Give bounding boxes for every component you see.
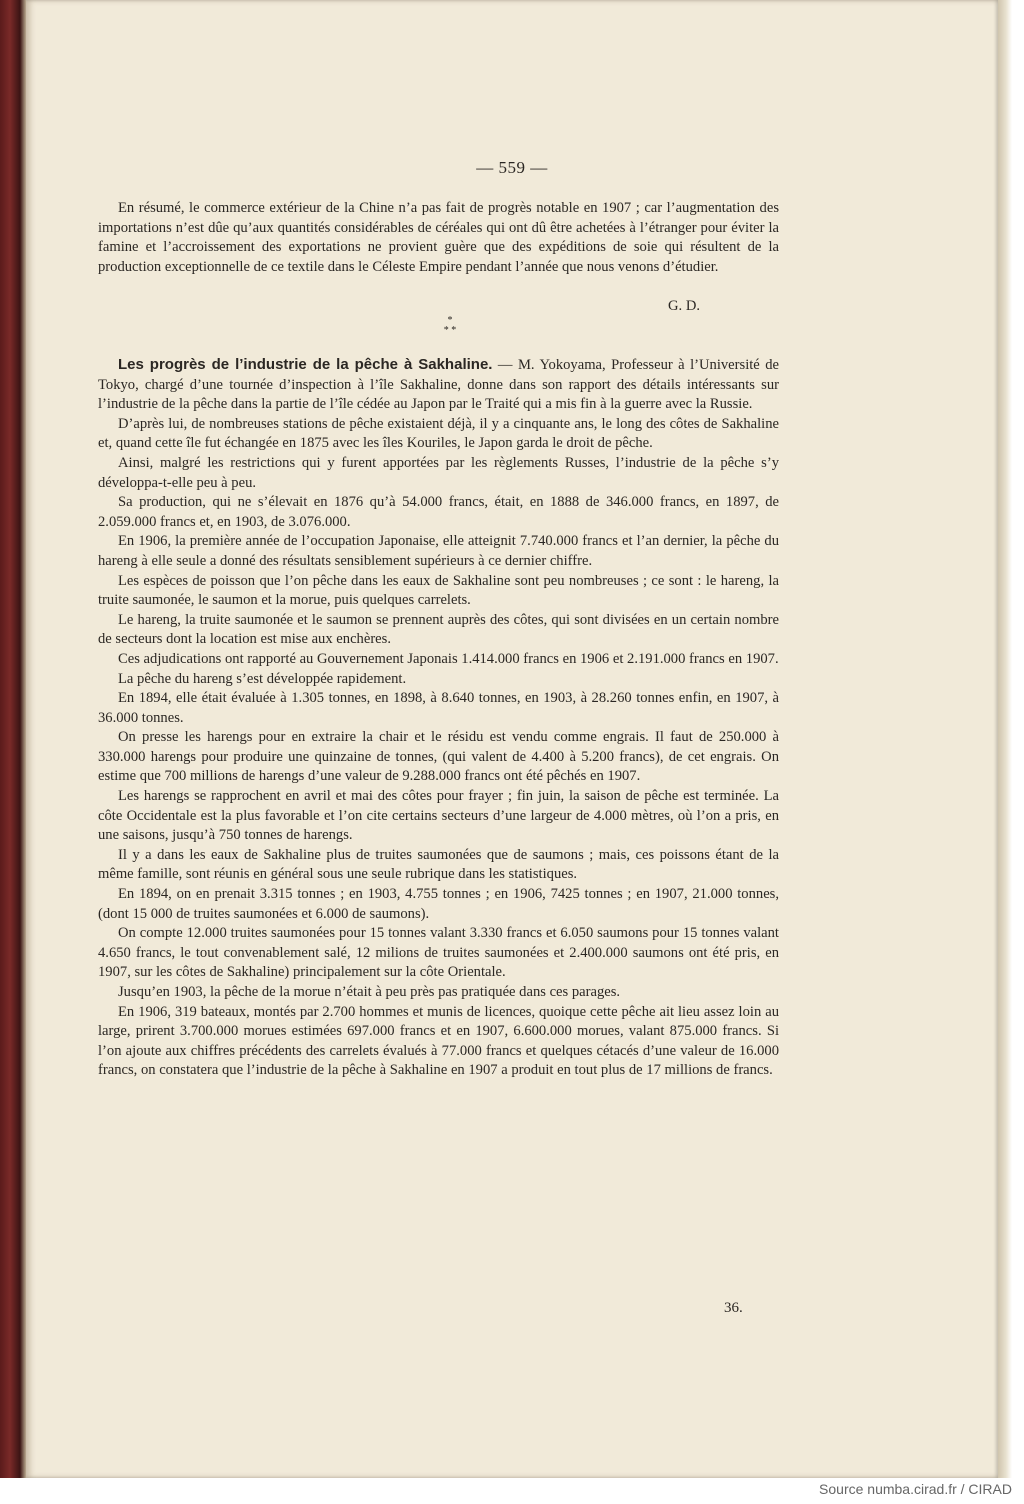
paragraph: Il y a dans les eaux de Sakhaline plus de truites saumonées que de saumons ; mais, ces poissons étant de la même famille, sont réunis en général sous une seule rubrique dans les statistiques. (98, 846, 779, 883)
paragraph: En 1894, elle était évaluée à 1.305 tonnes, en 1898, à 8.640 tonnes, en 1903, à 28.260 tonnes enfin, en 1907, à 36.000 tonnes. (98, 690, 779, 726)
paragraph: En 1894, on en prenait 3.315 tonnes ; en 1903, 4.755 tonnes ; en 1906, 7425 tonnes ; en 1907, 21.000 tonnes, (dont 15 000 de truites saumonées et 6.000 de saumons). (98, 886, 779, 922)
paragraph: En résumé, le commerce extérieur de la Chine n’a pas fait de progrès notable en 1907 ; car l’augmentation des importations n’est dûe qu’aux quantités considérables de céréales qui ont dû être achetées à l’étranger pour éviter la famine et l’accroissement des exportations ne provient guère que des expéditions de soie qui résultent de la production exceptionnelle de ce textile dans le Céleste Empire pendant l’année que nous venons d’étudier. (98, 200, 779, 275)
section-separator (430, 316, 470, 340)
page-edge (998, 0, 1024, 1478)
paragraph: On compte 12.000 truites saumonées pour 15 tonnes valant 3.330 francs et 6.050 saumons pour 15 tonnes valant 4.650 francs, le tout convenablement salé, 12 milions de truites saumonées et 2.400.000 saumons ont été pris, en 1907, sur les côtes de Sakhaline) principalement sur la côte Orientale. (98, 925, 779, 981)
source-credit: Source numba.cirad.fr / CIRAD (819, 1481, 1012, 1497)
paragraph: En 1906, la première année de l’occupation Japonaise, elle atteignit 7.740.000 francs et l’an dernier, la pêche du hareng à elle seule a donné des résultats sensiblement supérieurs à ce dernier chiffre. (98, 533, 779, 569)
paragraph: On presse les harengs pour en extraire la chair et le résidu est vendu comme engrais. Il faut de 250.000 à 330.000 harengs pour produire une quinzaine de tonnes, (qui valent de 4.400 à 5.200 francs), de cet engrais. On estime que 700 millions de harengs d’une valeur de 9.288.000 francs ont été pêchés en 1907. (98, 729, 779, 785)
paragraph: La pêche du hareng s’est développée rapidement. (118, 670, 407, 687)
article-lead (98, 355, 779, 415)
paragraph: Ainsi, malgré les restrictions qui y furent apportées par les règlements Russes, l’industrie de la pêche s’y développa-t-elle peu à peu. (98, 454, 779, 491)
paragraph: Les espèces de poisson que l’on pêche dans les eaux de Sakhaline sont peu nombreuses ; ce sont : le hareng, la truite saumonée, le saumon et la morue, puis quelques carrelets. (98, 572, 779, 609)
article-heading: Les progrès de l’industrie de la pêche à Sakhaline. (118, 356, 493, 373)
paragraph: Sa production, qui ne s’élevait en 1876 qu’à 54.000 francs, était, en 1888 de 346.000 francs, en 1897, de 2.059.000 francs et, en 1903, de 3.076.000. (98, 494, 779, 530)
author-signature: G. D. (668, 298, 701, 314)
paragraph: Jusqu’en 1903, la pêche de la morue n’était à peu près pas pratiquée dans ces parages. (118, 984, 621, 1000)
article-intro: — M. Yokoyama, Professeur à l’Université de Tokyo, chargé d’une tournée d’inspection à l’île Sakhaline, donne dans son rapport des détails intéressants sur l’industrie de la pêche dans la partie de l’île cédée au Japon par le Traité qui a mis fin à la guerre avec la Russie. (98, 357, 779, 413)
article-sakhaline (98, 355, 779, 1081)
page-number: — 559 — (476, 158, 548, 177)
separator-star: * (447, 315, 453, 326)
paragraph: Le hareng, la truite saumonée et le saumon se prennent auprès des côtes, qui sont divisées en un certain nombre de secteurs dont la location est mise aux enchères. (98, 611, 779, 648)
paragraph: Ces adjudications ont rapporté au Gouvernement Japonais 1.414.000 francs en 1906 et 2.191.000 francs en 1907. (118, 650, 779, 667)
sheet-mark: 36. (724, 1300, 743, 1316)
paragraph: Les harengs se rapprochent en avril et mai des côtes pour frayer ; fin juin, la saison de pêche est terminée. La côte Occidentale est la plus favorable et l’on cite certains secteurs d’une largeur de 4.000 mètres, où l’on a pris, en une saisons, jusqu’à 750 tonnes de harengs. (98, 788, 779, 844)
paragraph: D’après lui, de nombreuses stations de pêche existaient déjà, il y a cinquante ans, le long des côtes de Sakhaline et, quand cette île fut échangée en 1875 avec les îles Kouriles, le Japon garda le droit de pêche. (98, 415, 779, 452)
article-conclusion (98, 199, 779, 277)
paragraph: En 1906, 319 bateaux, montés par 2.700 hommes et munis de licences, quoique cette pêche ait lieu assez loin au large, prirent 3.700.000 morues estimées 697.000 francs et en 1907, 6.600.000 morues, valant 875.000 francs. Si l’on ajoute aux chiffres précédents des carrelets évalués à 77.000 francs et quelques cétacés d’une valeur de 16.000 francs, on constatera que l’industrie de la pêche à Sakhaline en 1907 a produit en tout plus de 17 millions de francs. (98, 1003, 779, 1079)
separator-stars: * * (443, 325, 457, 336)
